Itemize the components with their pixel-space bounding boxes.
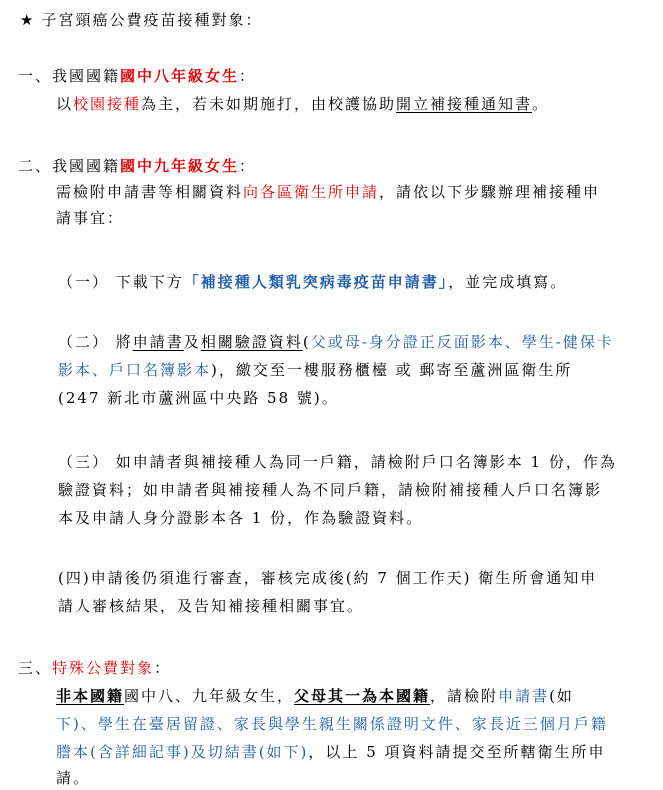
page-title-text: 子宮頸癌公費疫苗接種對象：: [41, 11, 263, 29]
s3-text-b: 國中八、九年級女生，: [124, 687, 295, 705]
section-1-heading: [18, 66, 256, 86]
step-2-paren: (: [302, 333, 311, 351]
step-1-text-a: （一） 下載下方: [58, 273, 184, 291]
section-1-target: 國中八年級女生: [120, 67, 240, 85]
step-2-verification: 相關驗證資料: [200, 333, 303, 351]
s3-text-d: ，請檢附: [430, 687, 499, 705]
step-1-text-c: ，並完成填寫。: [448, 273, 568, 291]
section-3-colon: ：: [154, 659, 172, 677]
step-4-line-2: 請人審核結果，及告知補接種相關事宜。: [58, 597, 365, 615]
step-2-application: 申請書: [132, 333, 184, 351]
section-1-prefix: 一、我國國籍: [18, 67, 121, 85]
section-2-target: 國中九年級女生: [120, 157, 240, 175]
s1-text-c: 為主，若未如期施打，由校護協助: [141, 95, 397, 113]
step-2-line-1: [58, 332, 614, 352]
s3-text-f: (如: [549, 687, 574, 705]
step-2-text-a: （二） 將: [58, 333, 133, 351]
s3-parent-citizen: 父母其一為本國籍: [294, 687, 431, 705]
s3-text-b2: ，以上 5 項資料請提交至所轄衛生所申: [308, 743, 606, 761]
s2-text-c: ，請依以下步驟辦理補接種申: [379, 183, 601, 201]
s3-application: 申請書: [498, 687, 550, 705]
s1-notice: 開立補接種通知書: [396, 95, 533, 113]
section-2-heading: [18, 156, 256, 176]
step-2-text-c: 及: [183, 333, 201, 351]
section-1-colon: ：: [239, 67, 257, 85]
section-3-line-2: 下)、學生在臺居留證、家長與學生親生關係證明文件、家長近三個月戶籍: [56, 715, 608, 733]
s2-text-a: 需檢附申請書等相關資料: [56, 183, 244, 201]
page-title: [20, 10, 262, 30]
step-3-line-3: 本及申請人身分證影本各 1 份，作為驗證資料。: [58, 509, 424, 527]
s1-text-e: 。: [532, 95, 550, 113]
section-2-prefix: 二、我國國籍: [18, 157, 121, 175]
step-2-text-h: )，繳交至一樓服務櫃檯 或 郵寄至蘆洲區衛生所: [211, 361, 573, 379]
step-3-line-2: 驗證資料；如申請者與補接種人為不同戶籍，請檢附補接種人戶口名簿影: [58, 481, 603, 499]
section-2-line-1: [56, 182, 600, 202]
s1-campus-vaccination: 校園接種: [73, 95, 142, 113]
section-3-line-1: [56, 686, 574, 706]
step-3-line-1: （三） 如申請者與補接種人為同一戶籍，請檢附戶口名簿影本 1 份，作為: [58, 453, 617, 471]
section-2-colon: ：: [239, 157, 257, 175]
s3-docs: 謄本(含詳細記事)及切結書(如下): [56, 743, 309, 761]
section-3-prefix: 三、: [18, 659, 53, 677]
step-2-docs-2: 影本、戶口名簿影本: [58, 361, 212, 379]
step-2-line-2: [58, 360, 572, 380]
step-2-address: (247 新北市蘆洲區中央路 58 號)。: [58, 389, 339, 407]
step-4-line-1: (四)申請後仍須進行審查，審核完成後(約 7 個工作天) 衛生所會通知申: [58, 569, 598, 587]
section-3-line-4: 請。: [56, 769, 91, 787]
section-3-target: 特殊公費對象: [52, 659, 155, 677]
s3-non-citizen: 非本國籍: [56, 687, 125, 705]
application-form-link[interactable]: 「補接種人類乳突病毒疫苗申請書」: [183, 273, 449, 291]
s2-apply-location: 向各區衛生所申請: [243, 183, 380, 201]
star-icon: ★: [20, 11, 34, 29]
s1-text-a: 以: [56, 95, 74, 113]
step-2-docs: 父或母-身分證正反面影本、學生-健保卡: [310, 333, 614, 351]
section-3-heading: [18, 658, 171, 678]
section-1-line: [56, 94, 549, 114]
step-1: [58, 272, 567, 292]
section-3-line-3: [56, 742, 606, 762]
section-2-line-2: 請事宜：: [56, 209, 125, 227]
